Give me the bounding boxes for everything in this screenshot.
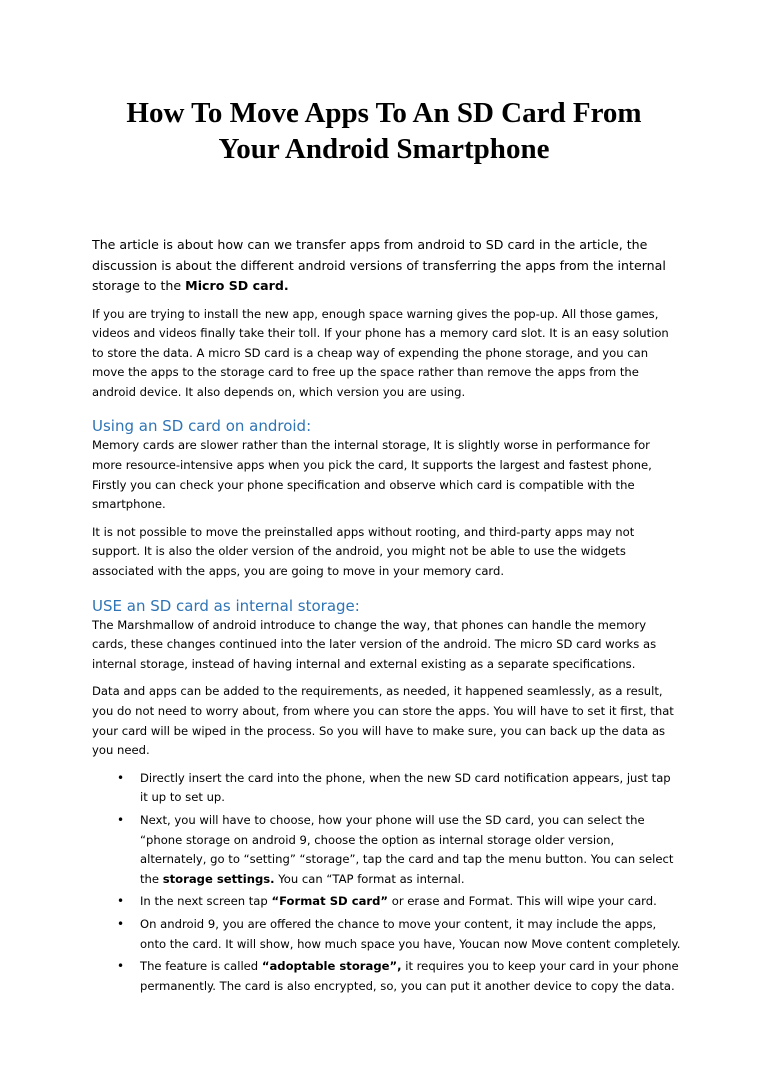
paragraph-preinstalled-apps: It is not possible to move the preinstalled apps without rooting, and third-party apps may not support. It is also the older version of the android, you might not be able to use the widgets associated with the apps, you are going to move in your memory card. (92, 524, 635, 579)
list-item: • The feature is called “adoptable storage”, it requires you to keep your card in your phone permanently. The card is also encrypted, so, you can put it another device to copy the data. (117, 959, 679, 993)
paragraph-storage-warning: If you are trying to install the new app, enough space warning gives the pop-up. All those games, videos and videos finally take their toll. If your phone has a memory card slot. It is an easy solution to store the data. A micro SD card is a cheap way of expending the phone storage, and you can move the apps to the storage card to free up the space rather than remove the apps from the android device. It also depends on, which version you are using. (92, 306, 669, 399)
list-item: • On android 9, you are offered the chance to move your content, it may include the apps, onto the card. It will show, how much space you have, Youcan now Move content completely. (117, 916, 681, 951)
page-title (60, 95, 708, 167)
paragraph-marshmallow: The Marshmallow of android introduce to change the way, that phones can handle the memory cards, these changes continued into the later version of the android. The micro SD card works as internal storage, instead of having internal and external existing as a separate specifications. (92, 617, 657, 671)
bullet-icon: • (117, 894, 125, 909)
bullet-icon: • (117, 770, 125, 785)
article-body (92, 235, 682, 999)
title-line-1: How To Move Apps To An SD Card From (126, 97, 642, 129)
title-line-2: Your Android Smartphone (218, 133, 550, 165)
list-item: • Directly insert the card into the phone, when the new SD card notification appears, just tap it up to set up. (117, 770, 671, 805)
paragraph-data-and-apps: Data and apps can be added to the requirements, as needed, it happened seamlessly, as a result, you do not need to worry about, from where you can store the apps. You will have to set it first, that your card will be wiped in the process. So you will have to make sure, you can back up the data as you need. (92, 684, 674, 758)
section-heading-using-sd-card: Using an SD card on android: (92, 417, 312, 436)
intro-paragraph (92, 235, 682, 297)
list-item: • Next, you will have to choose, how your phone will use the SD card, you can select the “phone storage on android 9, choose the option as internal storage older version, alternately, go to “setting” “storage”, tap the card and tap the menu button. You can select the storage settings. You can “TAP format as internal. (117, 812, 674, 886)
bullet-icon: • (117, 916, 125, 931)
section-heading-internal-storage: USE an SD card as internal storage: (92, 596, 360, 615)
intro-text: The article is about how can we transfer apps from android to SD card in the article, the discussion is about the different android versions of transferring the apps from the internal storage to the (92, 237, 666, 293)
steps-list (92, 769, 682, 997)
paragraph-memory-cards: Memory cards are slower rather than the internal storage, It is slightly worse in performance for more resource-intensive apps when you pick the card, It supports the largest and fastest phone, Firstly you can check your phone specification and observe which card is compatible with the smartphone. (92, 438, 652, 512)
bullet-icon: • (117, 959, 125, 974)
list-item: • In the next screen tap “Format SD card” or erase and Format. This will wipe your card. (92, 892, 682, 912)
bullet-icon: • (117, 812, 125, 827)
intro-bold-text: Micro SD card. (185, 278, 289, 293)
